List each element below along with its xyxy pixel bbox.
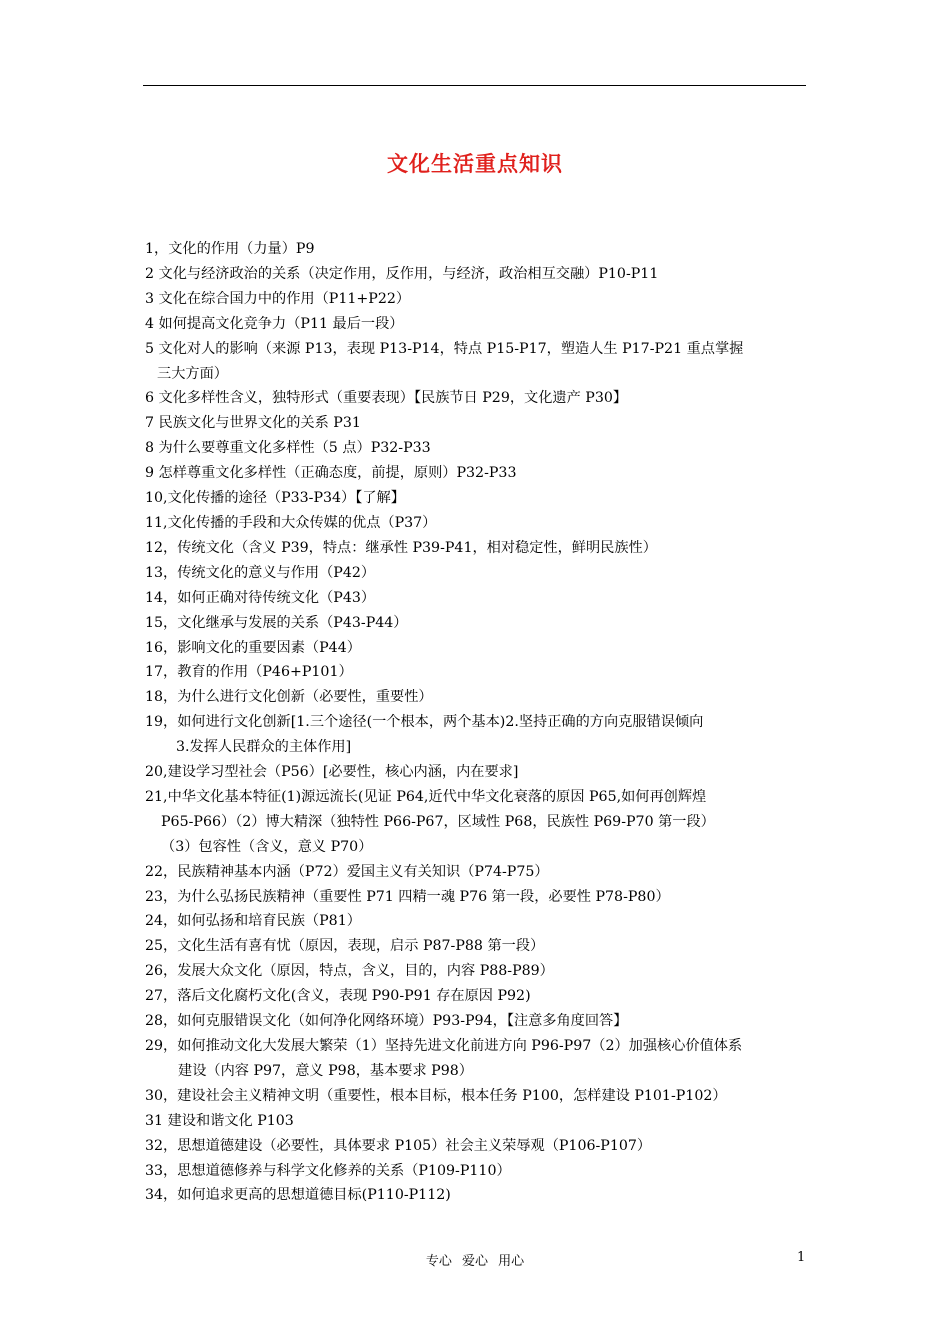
list-item-text: 29，如何推动文化大发展大繁荣（1）坚持先进文化前进方向 P96-P97（2）加强核心价值体系: [145, 1038, 743, 1054]
list-item-text: 2 文化与经济政治的关系（决定作用，反作用，与经济，政治相互交融）P10-P11: [145, 265, 659, 282]
list-item-continuation: 3.发挥人民群众的主体作用]: [176, 739, 352, 756]
list-item: [145, 436, 817, 461]
list-item-text: 12，传统文化（含义 P39，特点：继承性 P39-P41，相对稳定性，鲜明民族性）: [145, 539, 657, 556]
list-item: [145, 262, 817, 287]
list-item-text: 34，如何追求更高的思想道德目标(P110-P112): [145, 1187, 451, 1204]
list-item-text: 16，影响文化的重要因素（P44）: [145, 639, 361, 656]
list-item-text: 25，文化生活有喜有忧（原因，表现，启示 P87-P88 第一段）: [145, 938, 545, 955]
list-item: [145, 486, 817, 511]
list-item: [145, 959, 817, 984]
list-item-text: 7 民族文化与世界文化的关系 P31: [145, 415, 361, 432]
list-item: [145, 461, 817, 486]
header-rule: [143, 85, 806, 86]
list-item-text: 27，落后文化腐朽文化(含义，表现 P90-P91 存在原因 P92): [145, 988, 531, 1005]
list-item: [145, 984, 817, 1009]
list-item: [145, 636, 817, 661]
list-item: [145, 885, 817, 910]
list-item: [145, 312, 817, 337]
list-item: [145, 1009, 817, 1034]
list-item-text: 31 建设和谐文化 P103: [145, 1112, 294, 1129]
list-item-text: 24，如何弘扬和培育民族（P81）: [145, 913, 361, 930]
list-item-text: 28，如何克服错误文化（如何净化网络环境）P93-P94，【注意多角度回答】: [145, 1013, 628, 1030]
list-item: [145, 511, 817, 536]
list-item-text: 20,建设学习型社会（P56）[必要性，核心内涵，内在要求]: [145, 764, 519, 781]
list-item: [145, 860, 817, 885]
footer-motto: 专心 爱心 用心: [425, 1254, 525, 1269]
list-item-text: 8 为什么要尊重文化多样性（5 点）P32-P33: [145, 440, 431, 457]
list-item-text: 3 文化在综合国力中的作用（P11+P22）: [145, 290, 411, 307]
list-item-text: 1，文化的作用（力量）P9: [145, 241, 315, 257]
knowledge-list: [145, 237, 817, 1208]
list-item-continuation: P65-P66）（2）博大精深（独特性 P66-P67，区域性 P68，民族性 P69-P70 第一段）: [161, 813, 715, 830]
list-item: [145, 660, 817, 685]
list-item-text: 32，思想道德建设（必要性，具体要求 P105）社会主义荣辱观（P106-P107）: [145, 1137, 652, 1154]
list-item: [145, 909, 817, 934]
list-item-text: 21,中华文化基本特征(1)源远流长(见证 P64,近代中华文化衰落的原因 P65,如何再创辉煌: [145, 788, 707, 805]
list-item: [145, 337, 817, 387]
list-item-continuation: 建设（内容 P97，意义 P98，基本要求 P98）: [178, 1062, 473, 1079]
page-title: 文化生活重点知识: [387, 151, 563, 176]
list-item-text: 15，文化继承与发展的关系（P43-P44）: [145, 614, 408, 631]
list-item-text: 26，发展大众文化（原因，特点，含义，目的，内容 P88-P89）: [145, 963, 554, 980]
list-item: [145, 1134, 817, 1159]
list-item: [145, 386, 817, 411]
list-item: [145, 760, 817, 785]
list-item-text: 11,文化传播的手段和大众传媒的优点（P37）: [145, 514, 437, 531]
list-item: [145, 536, 817, 561]
list-item: [145, 1109, 817, 1134]
list-item: [145, 785, 817, 860]
list-item-text: 10,文化传播的途径（P33-P34）【了解】: [145, 490, 405, 507]
list-item: [145, 685, 817, 710]
list-item: [145, 934, 817, 959]
list-item: [145, 586, 817, 611]
list-item-text: 30，建设社会主义精神文明（重要性，根本目标，根本任务 P100，怎样建设 P101-P102）: [145, 1087, 727, 1104]
list-item: [145, 1084, 817, 1109]
list-item: [145, 710, 817, 760]
list-item: [145, 561, 817, 586]
list-item: [145, 1159, 817, 1184]
page-number: 1: [797, 1250, 806, 1265]
list-item-text: 23，为什么弘扬民族精神（重要性 P71 四精一魂 P76 第一段，必要性 P78-P80）: [145, 888, 670, 905]
list-item-text: 17，教育的作用（P46+P101）: [145, 664, 353, 681]
list-item-text: 9 怎样尊重文化多样性（正确态度，前提，原则）P32-P33: [145, 465, 517, 482]
list-item: [145, 611, 817, 636]
list-item-continuation: （3）包容性（含义，意义 P70）: [161, 838, 373, 855]
list-item: [145, 411, 817, 436]
list-item-text: 6 文化多样性含义，独特形式（重要表现）【民族节日 P29，文化遗产 P30】: [145, 390, 628, 407]
list-item-text: 18，为什么进行文化创新（必要性，重要性）: [145, 689, 433, 706]
list-item-text: 33，思想道德修养与科学文化修养的关系（P109-P110）: [145, 1162, 511, 1179]
list-item-text: 13，传统文化的意义与作用（P42）: [145, 564, 376, 581]
list-item-text: 19，如何进行文化创新[1.三个途径(一个根本，两个基本)2.坚持正确的方向克服错误倾向: [145, 714, 704, 731]
list-item-text: 5 文化对人的影响（来源 P13，表现 P13-P14，特点 P15-P17，塑造人生 P17-P21 重点掌握: [145, 340, 744, 357]
list-item: [145, 1183, 817, 1208]
list-item-text: 22，民族精神基本内涵（P72）爱国主义有关知识（P74-P75）: [145, 863, 549, 880]
list-item: [145, 237, 817, 262]
list-item-continuation: 三大方面）: [157, 365, 228, 382]
list-item: [145, 287, 817, 312]
list-item: [145, 1034, 817, 1084]
list-item-text: 4 如何提高文化竞争力（P11 最后一段）: [145, 315, 404, 332]
list-item-text: 14，如何正确对待传统文化（P43）: [145, 589, 376, 606]
